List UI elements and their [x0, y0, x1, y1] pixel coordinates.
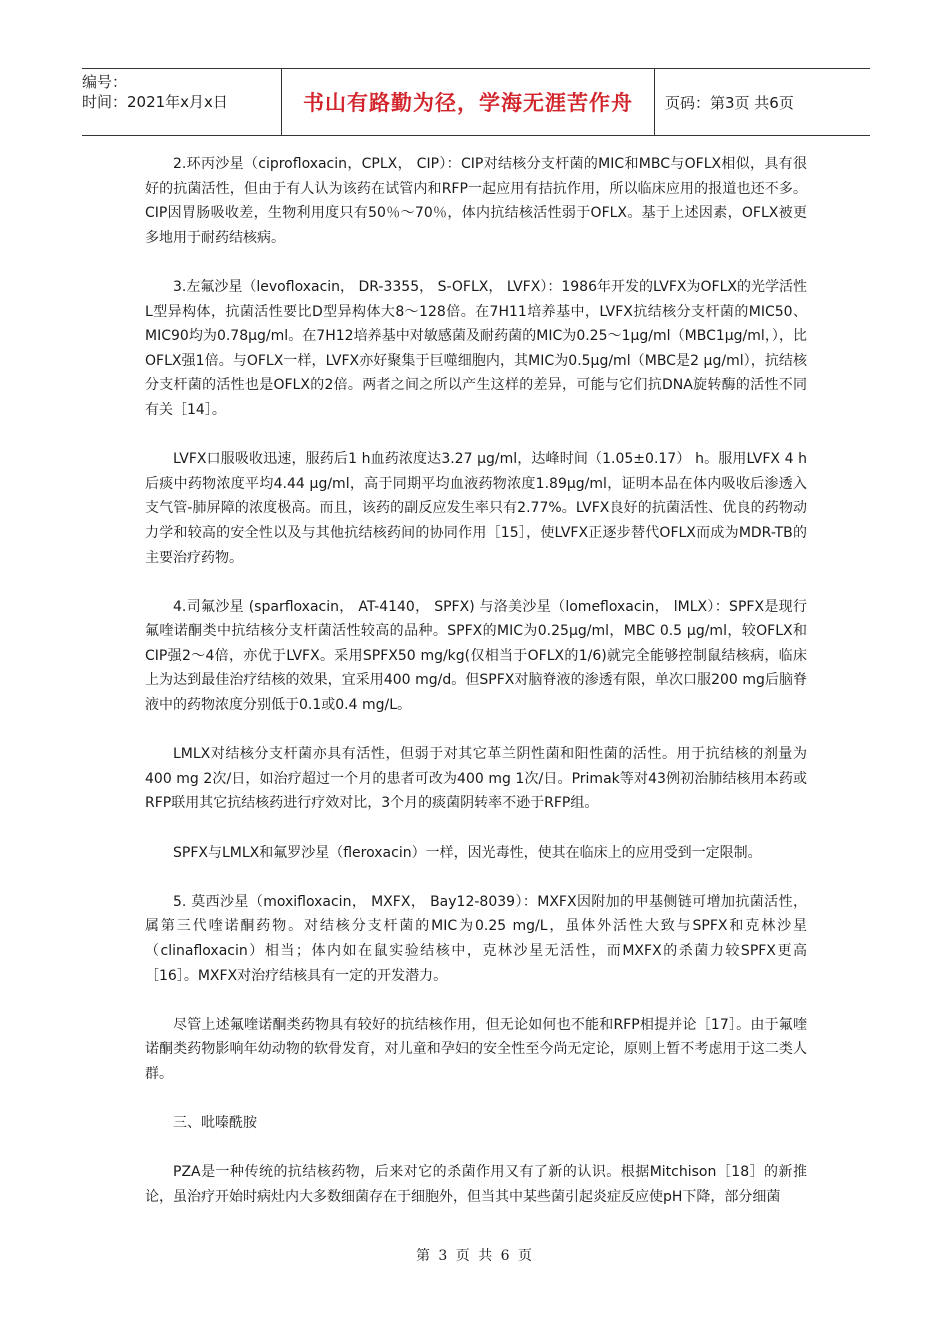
document-number-label: 编号：: [82, 73, 128, 91]
page-header: [82, 68, 870, 136]
document-body: [145, 152, 807, 1234]
header-motto: 书山有路勤为径，学海无涯苦作舟: [303, 91, 633, 115]
page-footer: 第 3 页 共 6 页: [415, 1248, 535, 1264]
paragraph-moxifloxacin: 5. 莫西沙星（moxifloxacin， MXFX， Bay12-8039）：MXFX因附加的甲基侧链可增加抗菌活性，属第三代喹诺酮药物。对结核分支杆菌的MIC为0.25 mg/L，虽体外活性大致与SPFX和克林沙星（clinafloxacin）相当；体内如在鼠实验结核中，克林沙星无活性，而MXFX的杀菌力较SPFX更高［16］。MXFX对治疗结核具有一定的开发潜力。: [145, 893, 807, 984]
header-motto-cell: [282, 69, 655, 135]
header-page-cell: [655, 69, 870, 135]
paragraph-levofloxacin: 3.左氟沙星（levofloxacin， DR-3355， S-OFLX， LVFX）：1986年开发的LVFX为OFLX的光学活性L型异构体，抗菌活性要比D型异构体大8～128倍。在7H11培养基中，LVFX抗结核分支杆菌的MIC50、MIC90均为0.78μg/ml。在7H12培养基中对敏感菌及耐药菌的MIC为0.25～1μg/ml（MBC1μg/ml，），比OFLX强1倍。与OFLX一样，LVFX亦好聚集于巨噬细胞内，其MIC为0.5μg/ml（MBC是2 μg/ml），抗结核分支杆菌的活性也是OFLX的2倍。两者之间之所以产生这样的差异，可能与它们抗DNA旋转酶的活性不同有关［14］。: [145, 278, 807, 418]
header-page-number: 页码：第3页 共6页: [665, 93, 794, 112]
paragraph-phototoxicity: SPFX与LMLX和氟罗沙星（fleroxacin）一样，因光毒性，使其在临床上的应用受到一定限制。: [173, 844, 762, 861]
header-meta: [82, 69, 282, 135]
paragraph-pza: PZA是一种传统的抗结核药物，后来对它的杀菌作用又有了新的认识。根据Mitchison［18］的新推论，虽治疗开始时病灶内大多数细菌存在于细胞外，但当其中某些菌引起炎症反应使pH下降，部分细菌: [145, 1164, 807, 1205]
paragraph-fluoroquinolone-summary: 尽管上述氟喹诺酮类药物具有较好的抗结核作用，但无论如何也不能和RFP相提并论［17］。由于氟喹诺酮类药物影响年幼动物的软骨发育，对儿童和孕妇的安全性至今尚无定论，原则上暂不考虑用于这二类人群。: [145, 1016, 807, 1082]
document-time-label: 时间：2021年x月x日: [82, 93, 228, 111]
paragraph-sparfloxacin: 4.司氟沙星 (sparfloxacin， AT-4140， SPFX) 与洛美沙星（lomefloxacin， lMLX）：SPFX是现行氟喹诺酮类中抗结核分支杆菌活性较高的品种。SPFX的MIC为0.25μg/ml，MBC 0.5 μg/ml，较OFLX和CIP强2～4倍，亦优于LVFX。采用SPFX50 mg/kg(仅相当于OFLX的1/6)就完全能够控制鼠结核病，临床上为达到最佳治疗结核的效果，宜采用400 mg/d。但SPFX对脑脊液的渗透有限，单次口服200 mg后脑脊液中的药物浓度分别低于0.1或0.4 mg/L。: [145, 598, 807, 714]
paragraph-ciprofloxacin: 2.环丙沙星（ciprofloxacin，CPLX， CIP）：CIP对结核分支杆菌的MIC和MBC与OFLX相似，具有很好的抗菌活性，但由于有人认为该药在试管内和RFP一起应用有拮抗作用，所以临床应用的报道也还不多。CIP因胃肠吸收差，生物利用度只有50％～70％，体内抗结核活性弱于OFLX。基于上述因素，OFLX被更多地用于耐药结核病。: [145, 156, 807, 246]
paragraph-lvfx-pharmacokinetics: LVFX口服吸收迅速，服药后1 h血药浓度达3.27 μg/ml，达峰时间（1.05±0.17） h。服用LVFX 4 h后痰中药物浓度平均4.44 μg/ml，高于同期平均血液药物浓度1.89μg/ml，证明本品在体内吸收后渗透入支气管-肺屏障的浓度极高。而且，该药的副反应发生率只有2.77%。LVFX良好的抗菌活性、优良的药物动力学和较高的安全性以及与其他抗结核药间的协同作用［15］，使LVFX正逐步替代OFLX而成为MDR-TB的主要治疗药物。: [145, 451, 807, 566]
section-heading-pyrazinamide: 三、吡嗪酰胺: [173, 1115, 257, 1132]
paragraph-lomefloxacin: LMLX对结核分支杆菌亦具有活性，但弱于对其它革兰阴性菌和阳性菌的活性。用于抗结核的剂量为400 mg 2次/日，如治疗超过一个月的患者可改为400 mg 1次/日。Primak等对43例初治肺结核用本药或RFP联用其它抗结核药进行疗效对比，3个月的痰菌阴转率不逊于RFP组。: [145, 746, 807, 812]
